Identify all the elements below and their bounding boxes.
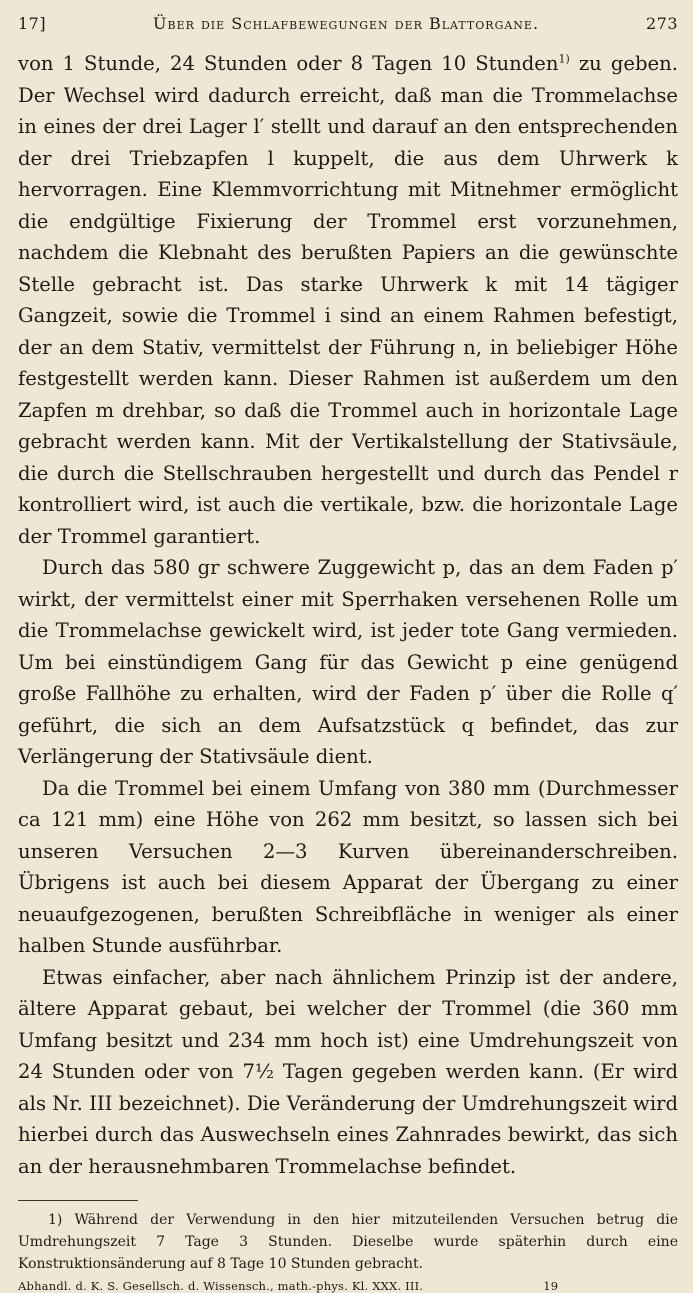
page — [18, 14, 678, 1293]
paragraph-3: Da die Trommel bei einem Umfang von 380 mm (Durchmesser ca 121 mm) eine Höhe von 262 mm besitzt, so lassen sich bei unseren Versuchen 2—3 Kurven übereinanderschreiben. Übrigens ist auch bei diesem Apparat der Übergang zu einer neuaufgezogenen, berußten Schreibfläche in weniger als einer halben Stunde ausführbar. — [18, 776, 678, 957]
body-text — [18, 48, 678, 1182]
paragraph-1 — [18, 48, 678, 552]
footnote — [18, 1209, 678, 1275]
paragraph-4: Etwas einfacher, aber nach ähnlichem Prinzip ist der andere, ältere Apparat gebaut, bei welcher der Trommel (die 360 mm Umfang besitzt und 234 mm hoch ist) eine Umdrehungszeit von 24 Stunden oder von 7½ Tagen gegeben werden kann. (Er wird als Nr. III bezeichnet). Die Veränderung der Umdrehungszeit wird hierbei durch das Auswechseln eines Zahnrades bewirkt, das sich an der herausnehmbaren Trommelachse befindet. — [18, 965, 678, 1178]
footnote-ref: 1) — [558, 52, 570, 66]
paragraph-2: Durch das 580 gr schwere Zuggewicht p, das an dem Faden p′ wirkt, der vermittelst einer mit Sperrhaken versehenen Rolle um die Trommelachse gewickelt wird, ist jeder tote Gang vermieden. Um bei einstündigem Gang für das Gewicht p eine genügend große Fallhöhe zu erhalten, wird der Faden p′ über die Rolle q′ geführt, die sich an dem Aufsatzstück q befindet, das zur Verlängerung der Stativsäule dient. — [18, 556, 678, 768]
footnote-marker: 1) — [48, 1212, 63, 1228]
page-footer — [18, 1279, 678, 1293]
paragraph-1-tail: zu geben. — [569, 52, 678, 75]
running-title: Über die Schlafbewegungen der Blattorgane. — [153, 14, 540, 33]
journal-line: Abhandl. d. K. S. Gesellsch. d. Wissensch., math.-phys. Kl. XXX. III. — [18, 1279, 424, 1293]
section-number: 17] — [18, 14, 47, 33]
paragraph-1-text: von 1 Stunde, 24 Stunden oder 8 Tagen 10 Stunden — [18, 52, 559, 75]
page-number: 273 — [645, 14, 678, 33]
running-header — [18, 14, 678, 48]
signature-mark: 19 — [543, 1279, 559, 1293]
paragraph-1-cont: Der Wechsel wird dadurch erreicht, daß man die Trommelachse in eines der drei Lager l′ stellt und darauf an den entsprechenden der drei Triebzapfen l kuppelt, die aus dem Uhrwerk k hervorragen. Eine Klemmvorrichtung mit Mitnehmer ermöglicht die endgültige Fixierung der Trommel erst vorzunehmen, nachdem die Klebnaht des berußten Papiers an die gewünschte Stelle gebracht ist. Das starke Uhrwerk k mit 14 tägiger Gangzeit, sowie die Trommel i sind an einem Rahmen befestigt, der an dem Stativ, vermittelst der Führung n, in beliebiger Höhe festgestellt werden kann. Dieser Rahmen ist außerdem um den Zapfen m drehbar, so daß die Trommel auch in horizontale Lage gebracht werden kann. Mit der Vertikalstellung der Stativsäule, die durch die Stellschrauben hergestellt und durch das Pendel r kontrolliert wird, ist auch die vertikale, bzw. die horizontale Lage der Trommel garantiert. — [18, 83, 678, 548]
footnote-text: Während der Verwendung in den hier mitzuteilenden Versuchen betrug die Umdrehungszeit 7 Tage 3 Stunden. Dieselbe wurde späterhin durch eine Konstruktionsänderung auf 8 Tage 10 Stunden gebracht. — [18, 1212, 678, 1272]
footnote-rule — [18, 1200, 138, 1201]
